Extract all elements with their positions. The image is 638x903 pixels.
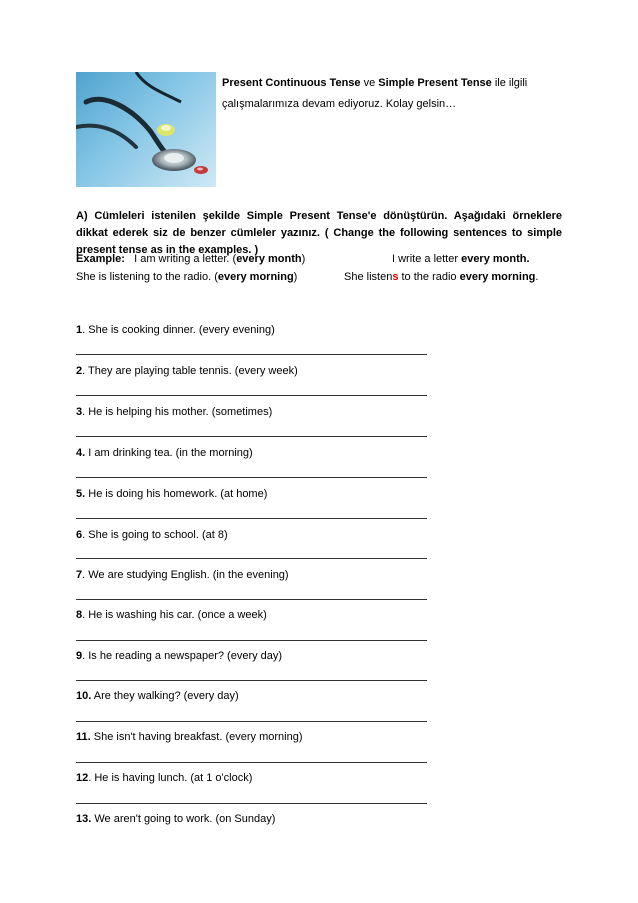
- example-1-pre: I am writing a letter. (: [134, 253, 237, 265]
- example-2-bold: every morning: [217, 271, 294, 283]
- example-2-pre: She is listening to the radio. (: [76, 271, 218, 283]
- question-number: 5.: [76, 488, 86, 500]
- question-4: [76, 446, 253, 460]
- question-text: Are they walking? (every day): [91, 690, 239, 702]
- example-2: [76, 270, 297, 284]
- stethoscope-illustration: [76, 72, 216, 187]
- question-text: . Is he reading a newspaper? (every day): [82, 650, 283, 662]
- answer-line-6[interactable]: [76, 558, 427, 559]
- intro-term-1: Present Continuous Tense: [222, 77, 361, 89]
- question-number: 11.: [76, 731, 91, 743]
- example-1-answer: [392, 252, 530, 266]
- answer-line-3[interactable]: [76, 436, 427, 437]
- answer-line-12[interactable]: [76, 803, 427, 804]
- question-7: [76, 568, 289, 582]
- question-text: . She is going to school. (at 8): [82, 529, 228, 541]
- question-8: [76, 608, 267, 622]
- question-1: [76, 323, 275, 337]
- example-1-answer-bold: every month.: [461, 253, 530, 265]
- example-1: [76, 252, 305, 266]
- question-text: . They are playing table tennis. (every week): [82, 365, 298, 377]
- answer-line-7[interactable]: [76, 599, 427, 600]
- answer-line-11[interactable]: [76, 762, 427, 763]
- example-label: Example:: [76, 253, 125, 265]
- intro-line-1: [222, 73, 582, 94]
- example-2-post: ): [293, 271, 298, 283]
- question-3: [76, 405, 272, 419]
- question-text: . We are studying English. (in the evening): [82, 569, 289, 581]
- answer-line-4[interactable]: [76, 477, 427, 478]
- intro-text: [222, 73, 582, 115]
- example-2-answer: [344, 270, 538, 284]
- question-text: . He is washing his car. (once a week): [82, 609, 267, 621]
- intro-connector: ve: [360, 77, 379, 89]
- question-10: [76, 689, 239, 703]
- answer-line-5[interactable]: [76, 518, 427, 519]
- question-number: 13.: [76, 813, 92, 825]
- question-text: We aren't going to work. (on Sunday): [91, 813, 276, 825]
- intro-term-2: Simple Present Tense: [378, 77, 492, 89]
- intro-suffix: ile ilgili: [491, 77, 528, 89]
- question-number: 7: [76, 569, 83, 581]
- question-number: 12: [76, 772, 89, 784]
- question-number: 8: [76, 609, 83, 621]
- task-instruction: A) Cümleleri istenilen şekilde Simple Present Tense'e dönüştürün. Aşağıdaki örneklere dikkat ederek siz de benzer cümleler yazınız. ( Change the following sentences to simple present tense as in the examples. ): [76, 210, 562, 256]
- question-text: . He is having lunch. (at 1 o'clock): [88, 772, 253, 784]
- example-2-answer-a: She listen: [344, 271, 393, 283]
- question-number: 6: [76, 529, 83, 541]
- example-2-answer-b: to the radio: [398, 271, 460, 283]
- example-2-answer-bold: every morning: [459, 271, 536, 283]
- answer-line-8[interactable]: [76, 640, 427, 641]
- question-text: . She is cooking dinner. (every evening): [82, 324, 275, 336]
- question-number: 2: [76, 365, 83, 377]
- example-2-answer-s: s: [392, 271, 399, 283]
- question-text: I am drinking tea. (in the morning): [85, 447, 253, 459]
- answer-line-9[interactable]: [76, 680, 427, 681]
- intro-line-2: çalışmalarımıza devam ediyoruz. Kolay gelsin…: [222, 98, 457, 110]
- question-number: 10.: [76, 690, 92, 702]
- question-number: 1: [76, 324, 83, 336]
- question-9: [76, 649, 282, 663]
- question-text: She isn't having breakfast. (every morning): [90, 731, 303, 743]
- answer-line-1[interactable]: [76, 354, 427, 355]
- question-12: [76, 771, 252, 785]
- question-number: 4.: [76, 447, 86, 459]
- question-5: [76, 487, 267, 501]
- answer-line-2[interactable]: [76, 395, 427, 396]
- question-text: . He is helping his mother. (sometimes): [82, 406, 273, 418]
- question-11: [76, 730, 303, 744]
- stethoscope-photo: [76, 72, 216, 187]
- question-2: [76, 364, 298, 378]
- answer-line-10[interactable]: [76, 721, 427, 722]
- question-text: He is doing his homework. (at home): [85, 488, 268, 500]
- example-1-answer-text: I write a letter: [392, 253, 462, 265]
- question-6: [76, 528, 228, 542]
- example-1-bold: every month: [236, 253, 302, 265]
- question-number: 3: [76, 406, 83, 418]
- question-13: [76, 812, 275, 826]
- example-2-answer-end: .: [535, 271, 539, 283]
- question-number: 9: [76, 650, 83, 662]
- example-1-post: ): [301, 253, 306, 265]
